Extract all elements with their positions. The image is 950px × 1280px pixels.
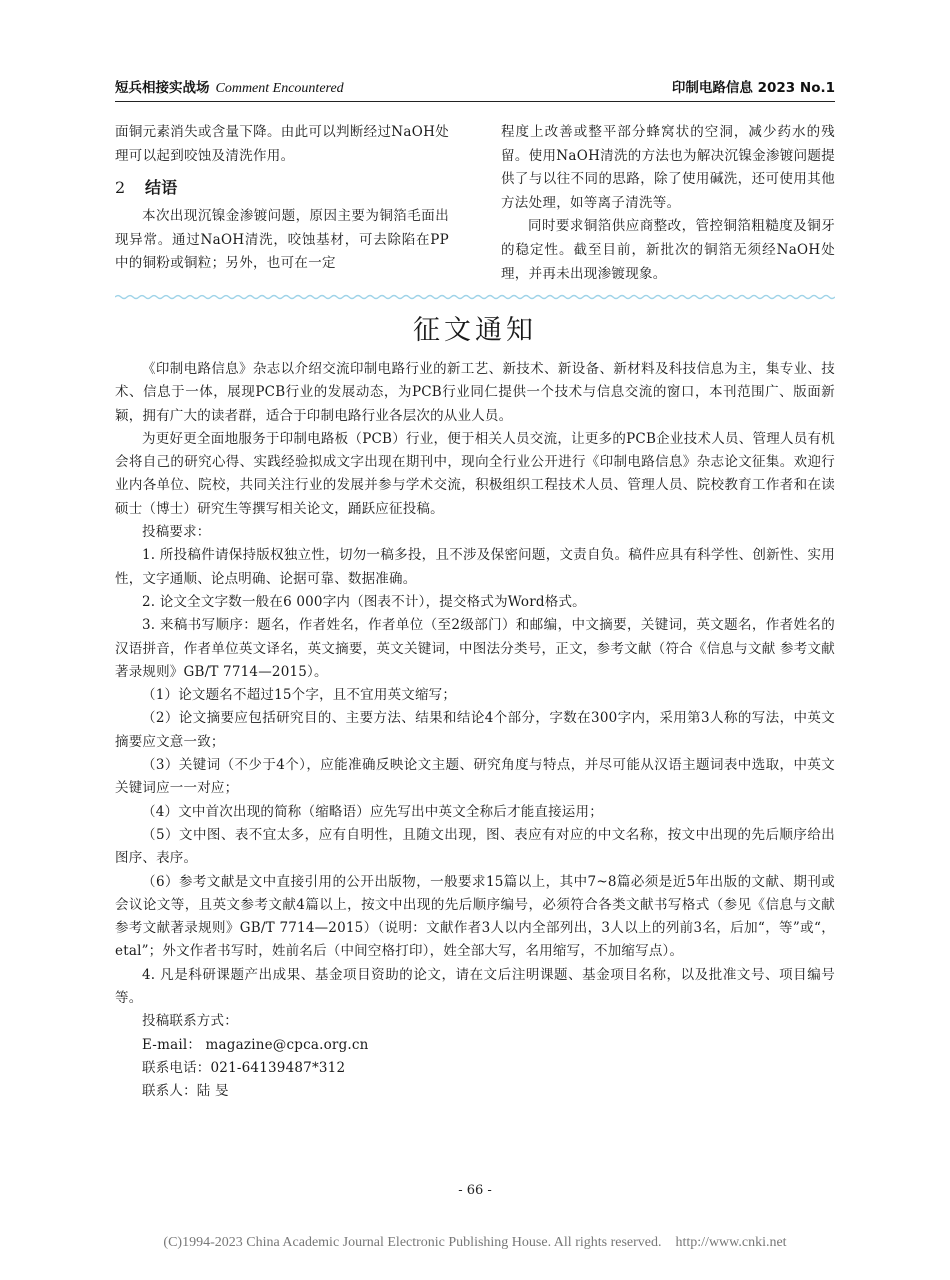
notice-subitem-5: （5）文中图、表不宜太多，应有自明性，且随文出现，图、表应有对应的中文名称，按文中出现的先后顺序给出图序、表序。 [115, 826, 835, 867]
header-column-name-en: Comment Encountered [215, 81, 344, 96]
left-paragraph-2: 本次出现沉镍金渗镀问题，原因主要为铜箔毛面出现异常。通过NaOH清洗，咬蚀基材，可去除陷在PP中的铜粉或铜粒；另外，也可在一定 [115, 208, 449, 272]
running-header [115, 76, 835, 98]
notice-paragraph: 为更好更全面地服务于印制电路板（PCB）行业，便于相关人员交流，让更多的PCB企业技术人员、管理人员有机会将自己的研究心得、实践经验拟成文字出现在期刊中，现向全行业公开进行《印制电路信息》杂志论文征集。欢迎行业内各单位、院校，共同关注行业的发展并参与学术交流，积极组织工程技术人员、管理人员、院校教育工作者和在读硕士（博士）研究生等撰写相关论文，踊跃应征投稿。 [115, 430, 835, 517]
notice-requirement-4: 4. 凡是科研课题产出成果、基金项目资助的论文，请在文后注明课题、基金项目名称，以及批准文号、项目编号等。 [115, 966, 835, 1007]
notice-subitem-3: （3）关键词（不少于4个），应能准确反映论文主题、研究角度与特点，并尽可能从汉语主题词表中选取，中英文关键词应一一对应； [115, 757, 835, 797]
notice-subitem-1: （1）论文题名不超过15个字，且不宜用英文缩写； [142, 687, 457, 704]
right-column [501, 121, 835, 286]
notice-subitem-2: （2）论文摘要应包括研究目的、主要方法、结果和结论4个部分，字数在300字内，采用第3人称的写法，中英文摘要应文意一致； [115, 710, 835, 750]
notice-requirement-3: 3. 来稿书写顺序：题名，作者姓名，作者单位（至2级部门）和邮编，中文摘要，关键词，英文题名，作者姓名的汉语拼音，作者单位英文译名，英文摘要，英文关键词，中图法分类号，正文，参考文献（符合《信息与文献 参考文献著录规则》GB/T 7714—2015）。 [115, 617, 835, 680]
notice-title: 征文通知 [413, 315, 537, 346]
right-paragraph-2: 同时要求铜箔供应商整改，管控铜箔粗糙度及铜牙的稳定性。截至目前，新批次的铜箔无须经NaOH处理，并再未出现渗镀现象。 [501, 218, 835, 282]
notice-body [115, 358, 835, 1104]
contact-heading: 投稿联系方式： [142, 1013, 238, 1030]
header-column-name-cn: 短兵相接实战场 [115, 80, 210, 96]
wave-divider [115, 293, 835, 301]
notice-requirement-1: 1. 所投稿件请保持版权独立性，切勿一稿多投，且不涉及保密问题，文责自负。稿件应具有科学性、创新性、实用性，文字通顺、论点明确、论据可靠、数据准确。 [115, 547, 835, 587]
notice-subitem-4: （4）文中首次出现的简称（缩略语）应先写出中英文全称后才能直接运用； [142, 803, 603, 820]
header-rule [115, 101, 835, 102]
left-paragraph-1: 面铜元素消失或含量下降。由此可以判断经过NaOH处理可以起到咬蚀及清洗作用。 [115, 124, 449, 164]
copyright-footer: (C)1994-2023 China Academic Journal Electronic Publishing House. All rights reserved. http://www.cnki.net [163, 1235, 787, 1250]
page-number: - 66 - [458, 1183, 492, 1198]
contact-phone: 联系电话：021-64139487*312 [142, 1059, 346, 1076]
notice-subheading: 投稿要求： [142, 524, 211, 541]
header-journal-issue: 印制电路信息 2023 No.1 [671, 80, 835, 96]
notice-requirement-2: 2. 论文全文字数一般在6 000字内（图表不计），提交格式为Word格式。 [142, 593, 586, 610]
notice-paragraph: 《印制电路信息》杂志以介绍交流印制电路行业的新工艺、新技术、新设备、新材料及科技信息为主，集专业、技术、信息于一体，展现PCB行业的发展动态，为PCB行业同仁提供一个技术与信息交流的窗口，本刊范围广、版面新颖，拥有广大的读者群，适合于印制电路行业各层次的从业人员。 [115, 361, 835, 424]
left-column [115, 121, 449, 276]
notice-subitem-6: （6）参考文献是文中直接引用的公开出版物，一般要求15篇以上，其中7~8篇必须是近5年出版的文献、期刊或会议论文等，且英文参考文献4篇以上，按文中出现的先后顺序编号，必须符合各类文献书写格式（参见《信息与文献 参考文献著录规则》GB/T 7714—2015）（说明：文献作者3人以内全部列出，3人以上的列前3名，后加“，等”或“，etal”；外文作者书写时，姓前名后（中间空格打印），姓全部大写，名用缩写，不加缩写点）。 [115, 873, 835, 960]
section-title: 结语 [145, 178, 178, 198]
right-paragraph-1: 程度上改善或整平部分蜂窝状的空洞，减少药水的残留。使用NaOH清洗的方法也为解决沉镍金渗镀问题提供了与以往不同的思路，除了使用碱洗，还可使用其他方法处理，如等离子清洗等。 [501, 124, 835, 211]
section-heading [115, 175, 449, 201]
contact-person: 联系人：陆 旻 [142, 1083, 229, 1100]
contact-email: E-mail： magazine@cpca.org.cn [142, 1036, 369, 1053]
header-column-name [115, 76, 344, 97]
section-number: 2 [115, 178, 126, 198]
